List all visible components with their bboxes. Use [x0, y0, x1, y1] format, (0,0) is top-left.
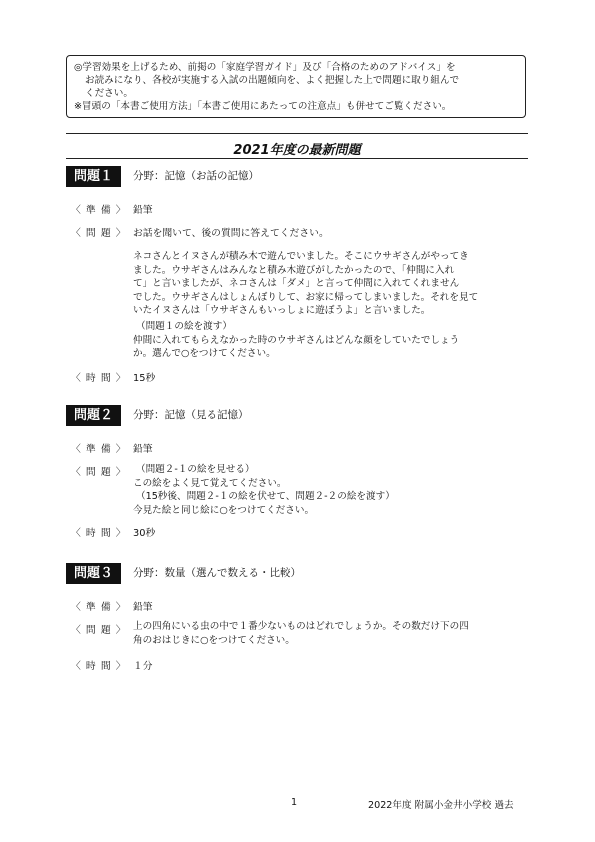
time-label: 〈 時 間 〉	[71, 373, 127, 384]
prep-label: 〈 準 備 〉	[71, 205, 127, 216]
question-line: （15秒後、問題２-１の絵を伏せて、問題２-２の絵を渡す）	[136, 491, 395, 503]
question-label: 〈 問 題 〉	[71, 467, 127, 478]
story-line: でした。ウサギさんはしょんぼりして、お家に帰ってしまいました。それを見て	[133, 291, 479, 303]
story-line: ネコさんとイヌさんが積み木で遊んでいました。そこにウサギさんがやってき	[133, 251, 469, 262]
problem-3-badge: 問題３	[66, 563, 121, 584]
problem-1-intro: お話を聞いて、後の質問に答えてください。	[133, 228, 329, 239]
problem-1-badge: 問題１	[66, 166, 121, 187]
time-label: 〈 時 間 〉	[71, 661, 127, 672]
problem-1-question	[133, 320, 528, 361]
page-title: 2021年度の最新問題	[233, 143, 361, 158]
problem-2-question	[133, 463, 528, 517]
prep-label: 〈 準 備 〉	[71, 444, 127, 455]
problem-1-prep: 鉛筆	[133, 205, 153, 216]
question-line: 仲間に入れてもらえなかった時のウサギさんはどんな顔をしていたでしょう	[133, 334, 460, 346]
notice-line: お読みになり、各校が実施する入試の出題傾向を、よく把握した上で問題に取り組んで	[85, 75, 460, 86]
problem-2-prep: 鉛筆	[133, 444, 153, 455]
title-divider-bottom	[66, 158, 528, 159]
notice-line: ◎学習効果を上げるため、前掲の「家庭学習ガイド」及び「合格のためのアドバイス」を	[74, 62, 456, 73]
page-number: 1	[291, 797, 298, 808]
question-line: （問題１の絵を渡す）	[136, 321, 232, 332]
problem-1-story	[133, 250, 528, 318]
question-line: 角のおはじきに○をつけてください。	[133, 634, 295, 646]
notice-line: ください。	[85, 88, 133, 99]
problem-3-question	[133, 620, 528, 647]
problem-1-time: 15秒	[133, 373, 156, 384]
question-line: この絵をよく見て覚えてください。	[133, 477, 287, 489]
question-line: か。選んで○をつけてください。	[133, 348, 276, 360]
story-line: ました。ウサギさんはみんなと積み木遊びがしたかったので、「仲間に入れ	[133, 264, 455, 276]
prep-label: 〈 準 備 〉	[71, 602, 127, 613]
footer-source: 2022年度 附属小金井小学校 過去	[368, 800, 514, 811]
time-label: 〈 時 間 〉	[71, 528, 127, 539]
problem-3-time: １分	[133, 661, 153, 672]
notice-line: ※冒頭の「本書ご使用方法」「本書ご使用にあたっての注意点」も併せてご覧ください。	[74, 101, 452, 112]
problem-2-time: 30秒	[133, 528, 156, 539]
question-line: 今見た絵と同じ絵に○をつけてください。	[133, 504, 315, 516]
question-label: 〈 問 題 〉	[71, 625, 127, 636]
problem-2-badge: 問題２	[66, 405, 121, 426]
problem-3-prep: 鉛筆	[133, 602, 153, 613]
problem-2-field: 分野：記憶（見る記憶）	[133, 409, 249, 421]
problem-3-field: 分野：数量（選んで数える・比較）	[133, 567, 301, 579]
title-divider-top	[66, 133, 528, 134]
question-line: 上の四角にいる虫の中で１番少ないものはどれでしょうか。その数だけ下の四	[133, 621, 469, 632]
story-line: て」と言いましたが、ネコさんは「ダメ」と言って仲間に入れてくれません	[133, 278, 460, 290]
question-label: 〈 問 題 〉	[71, 228, 127, 239]
notice-box	[66, 55, 526, 118]
story-line: いたイヌさんは「ウサギさんもいっしょに遊ぼうよ」と言いました。	[133, 305, 431, 317]
question-line: （問題２-１の絵を見せる）	[136, 464, 255, 475]
problem-1-field: 分野：記憶（お話の記憶）	[133, 170, 259, 182]
